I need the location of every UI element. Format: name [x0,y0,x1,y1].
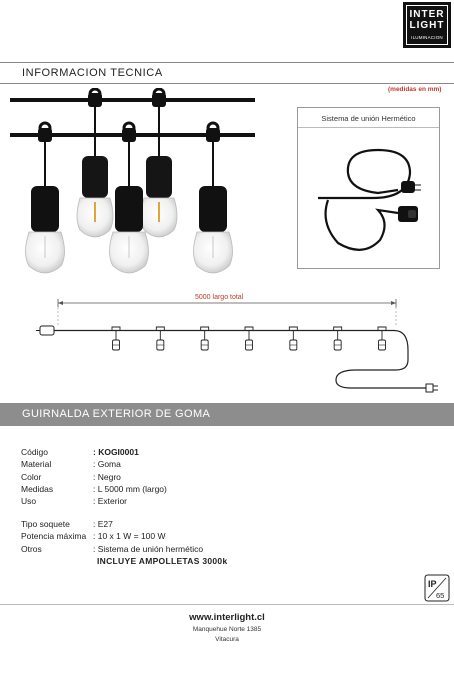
logo-frame [406,5,448,45]
website-link[interactable]: www.interlight.cl [189,612,265,623]
logo-text-line2: LIGHT [409,20,445,31]
spec-value: : 10 x 1 W = 100 W [93,531,166,542]
address-city: Vitacura [215,636,239,643]
ip-label: IP [428,579,437,589]
input-plug [40,326,54,335]
logo-text-line3: ILUMINACION [411,35,443,40]
product-name-bar [0,403,454,426]
logo-text-line1: INTER [409,9,445,20]
spec-list-electrical [21,518,203,555]
product-name: GUIRNALDA EXTERIOR DE GOMA [22,408,211,420]
spec-value: : Sistema de unión hermético [93,543,204,554]
output-connector [426,384,433,392]
spec-value: : Negro [93,471,121,482]
spec-label: Uso [21,496,37,507]
spec-label: Otros [21,543,42,554]
units-note: (medidas en mm) [388,86,442,93]
spec-label: Medidas [21,483,54,494]
footer-rule [0,604,454,605]
spec-value: : E27 [93,519,113,529]
spec-value: : Exterior [93,496,128,507]
spec-label: Tipo soquete [21,519,70,529]
ip65-badge [424,574,450,602]
hermetic-system-inset [297,107,440,269]
spec-label: Potencia máxima [21,531,87,542]
spec-row-others [21,543,203,555]
diagram-cable [54,331,426,389]
dimension-line [58,299,396,326]
spec-label: Código [21,447,48,457]
ip-rating: 65 [436,591,445,600]
total-length-label: 5000 largo total [195,294,244,301]
hermetic-cable-illustration [298,128,441,270]
spec-value: : L 5000 mm (largo) [93,483,167,494]
spec-label: Material [21,459,52,470]
spec-row-material [21,458,167,470]
address-street: Manquehue Norte 1385 [192,626,262,633]
spec-row-socket-type [21,518,203,530]
spec-list [21,446,167,507]
spec-row-dimensions [21,483,167,495]
spec-value: : Goma [93,459,121,470]
spec-row-max-power [21,530,203,542]
inset-title: Sistema de unión Hermético [321,114,416,123]
spec-label: Color [21,471,42,482]
length-diagram [36,290,446,400]
brand-logo [403,2,451,48]
spec-row-use [21,495,167,507]
spec-value: : KOGI0001 [93,447,139,457]
spec-row-color [21,471,167,483]
section-title: INFORMACION TECNICA [22,67,163,79]
included-bulbs-note: INCLUYE AMPOLLETAS 3000k [97,556,228,566]
header-top-rule [0,62,454,63]
spec-row-code [21,446,167,458]
product-photo [10,88,260,278]
header-bottom-rule [0,83,454,84]
